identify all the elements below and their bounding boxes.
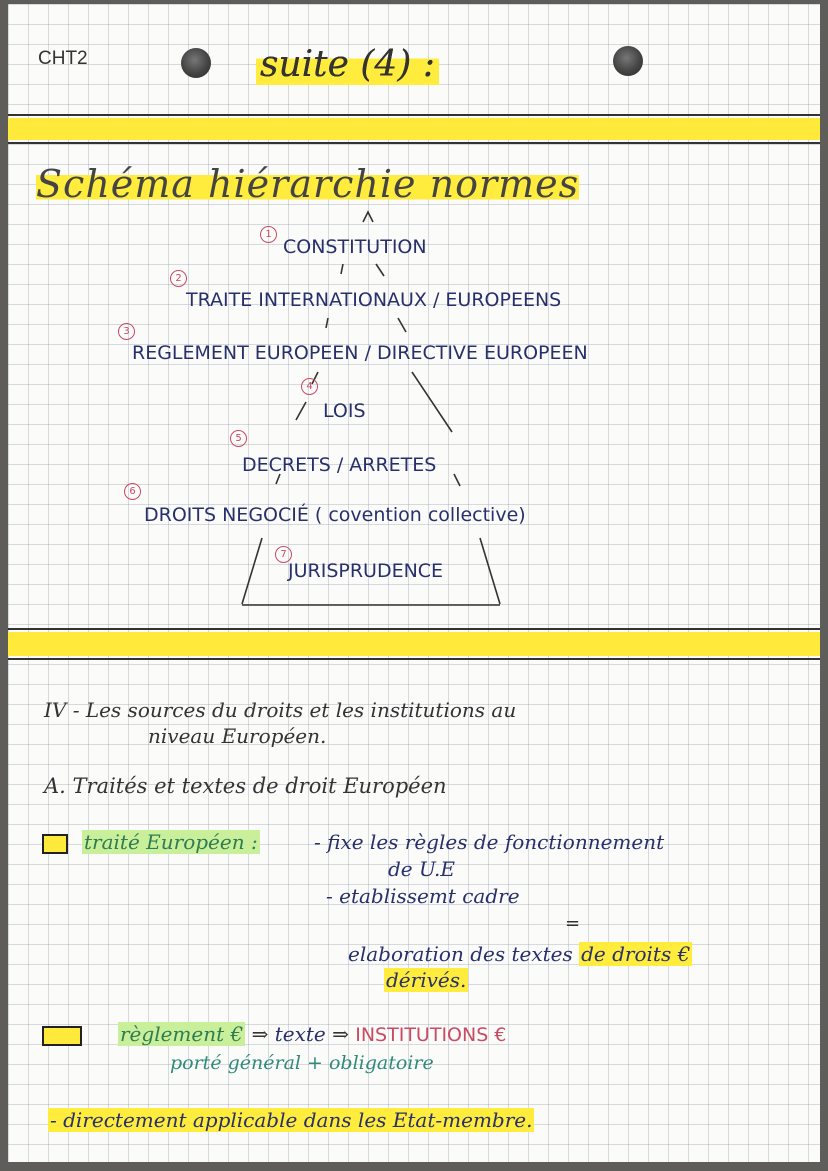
level-number-3: 3: [118, 323, 135, 340]
level-traites: TRAITE INTERNATIONAUX / EUROPEENS: [186, 289, 562, 311]
term-traite-europeen: traité Européen :: [84, 830, 258, 854]
level-droits-negocie: DROITS NEGOCIÉ ( covention collective): [144, 504, 526, 526]
arrow-1: ⇒: [251, 1022, 269, 1046]
traite-point1-line1: - fixe les règles de fonctionnement: [314, 830, 665, 854]
level-lois: LOIS: [323, 400, 366, 422]
schema-title: Schéma hiérarchie normes: [36, 162, 580, 206]
reglement-sub: porté général + obligatoire: [170, 1052, 434, 1074]
traite-result-line1: elaboration des textes de droits €: [348, 942, 691, 966]
chapter-label: CHT2: [38, 48, 88, 69]
equals-sign: =: [565, 913, 581, 934]
term-reglement: règlement €: [120, 1022, 244, 1046]
final-line: - directement applicable dans les Etat-membre.: [50, 1108, 533, 1132]
word-texte: texte: [274, 1022, 326, 1046]
middle-rule: [8, 628, 820, 630]
level-number-4: 4: [301, 378, 318, 395]
arrow-2: ⇒: [332, 1022, 349, 1046]
traite-result-line2: dérivés.: [386, 968, 467, 992]
checkbox-reglement: [42, 1026, 82, 1046]
notebook-page: [8, 4, 820, 1162]
reglement-line: [118, 1022, 506, 1046]
level-constitution: CONSTITUTION: [283, 236, 427, 258]
middle-rule-bottom: [8, 658, 820, 660]
page-title: suite (4) :: [256, 44, 439, 85]
subheading-traites: A. Traités et textes de droit Européen: [44, 774, 447, 798]
level-number-5: 5: [230, 430, 247, 447]
checkbox-traite: [42, 834, 68, 854]
traite-point1-line2: de U.E: [388, 857, 455, 881]
level-jurisprudence: JURISPRUDENCE: [288, 560, 444, 582]
traite-point2: - etablissemt cadre: [326, 884, 520, 908]
section-heading-line1: IV - Les sources du droits et les institutions au: [44, 698, 517, 722]
level-number-7: 7: [275, 546, 292, 563]
section-heading-line2: niveau Européen.: [148, 724, 327, 748]
level-number-6: 6: [124, 483, 141, 500]
pyramid-diagram: [8, 4, 820, 624]
level-number-2: 2: [170, 270, 187, 287]
level-decrets: DECRETS / ARRETES: [242, 454, 437, 476]
word-institutions: INSTITUTIONS €: [355, 1024, 507, 1046]
level-reglement: REGLEMENT EUROPEEN / DIRECTIVE EUROPEEN: [132, 342, 588, 364]
level-number-1: 1: [260, 226, 277, 243]
middle-highlight-band: [8, 632, 820, 656]
pyramid-apex: [363, 212, 373, 222]
